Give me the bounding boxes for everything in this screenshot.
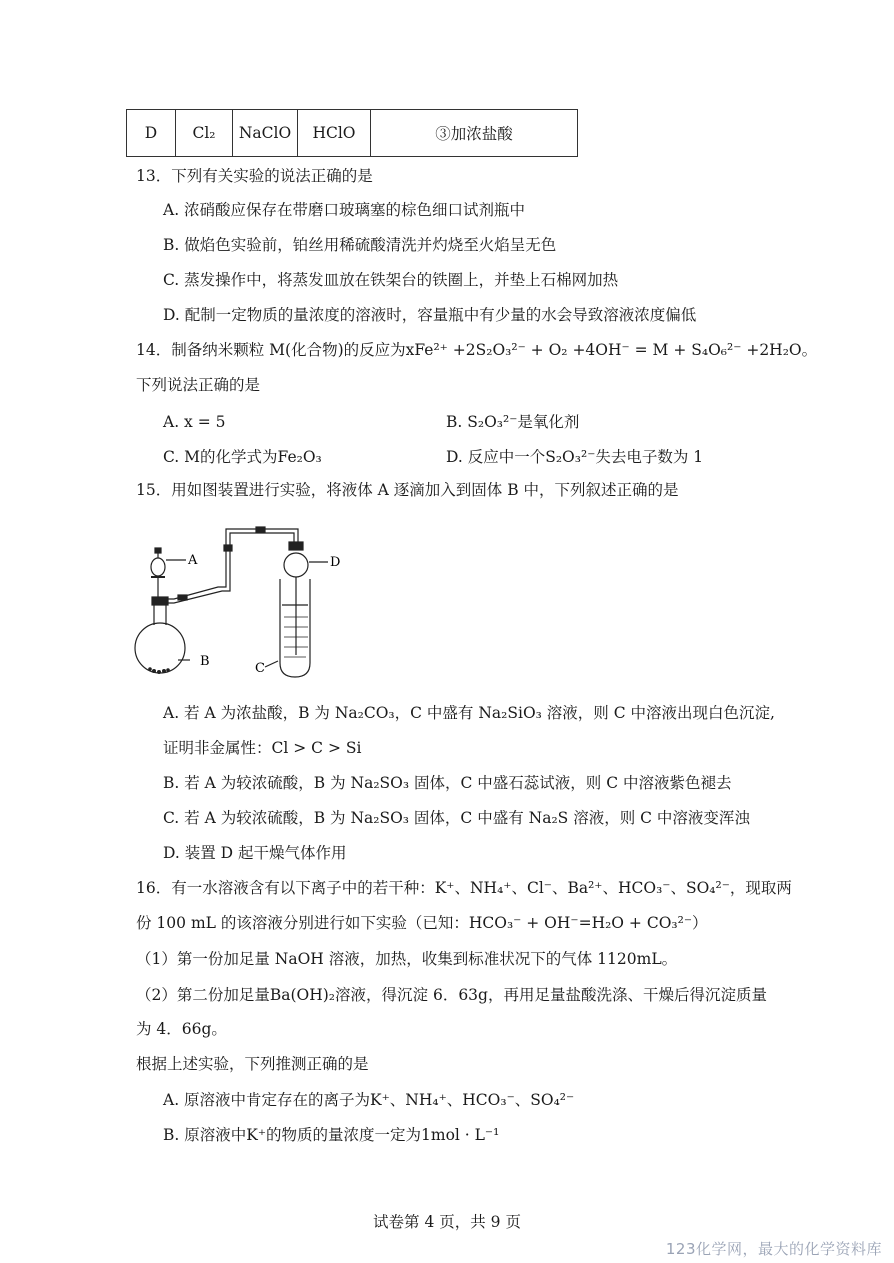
table-cell: HClO (298, 110, 371, 157)
q15-option-a-cont: 证明非金属性：Cl > C > Si (163, 739, 362, 757)
table-cell: D (127, 110, 176, 157)
q15-stem: 15．用如图装置进行实验，将液体 A 逐滴加入到固体 B 中，下列叙述正确的是 (136, 481, 679, 499)
q14-stem-cont: 下列说法正确的是 (136, 376, 261, 394)
q14-option-a: A. x = 5 (163, 413, 226, 431)
q14-option-d: D. 反应中一个S₂O₃²⁻失去电子数为 1 (446, 448, 704, 466)
q16-step-1: （1）第一份加足量 NaOH 溶液，加热，收集到标准状况下的气体 1120mL。 (136, 950, 678, 968)
q16-option-b: B. 原溶液中K⁺的物质的量浓度一定为1mol · L⁻¹ (163, 1126, 500, 1144)
label-a: A (188, 553, 198, 568)
q13-option-c: C. 蒸发操作中，将蒸发皿放在铁架台的铁圈上，并垫上石棉网加热 (163, 271, 619, 289)
q13-option-a: A. 浓硝酸应保存在带磨口玻璃塞的棕色细口试剂瓶中 (163, 201, 526, 219)
watermark: 123化学网，最大的化学资料库 (665, 1240, 882, 1258)
drying-bulb (284, 553, 308, 577)
round-bottom-flask (135, 623, 185, 673)
q16-stem: 16．有一水溶液含有以下离子中的若干种：K⁺、NH₄⁺、Cl⁻、Ba²⁺、HCO₃⁻、SO₄²⁻，现取两 (136, 879, 792, 897)
answer-table-fragment (126, 109, 578, 157)
q16-prompt: 根据上述实验，下列推测正确的是 (136, 1055, 369, 1073)
q16-step-2-cont: 为 4．66g。 (136, 1020, 227, 1038)
experiment-apparatus (130, 515, 360, 685)
q15-option-c: C. 若 A 为较浓硫酸，B 为 Na₂SO₃ 固体，C 中盛有 Na₂S 溶液，则 C 中溶液变浑浊 (163, 809, 750, 827)
q16-option-a: A. 原溶液中肯定存在的离子为K⁺、NH₄⁺、HCO₃⁻、SO₄²⁻ (163, 1091, 575, 1109)
q14-stem: 14．制备纳米颗粒 M(化合物)的反应为xFe²⁺ +2S₂O₃²⁻ + O₂ +4OH⁻ = M + S₄O₆²⁻ +2H₂O。 (136, 341, 818, 359)
table-cell: NaClO (233, 110, 298, 157)
label-c: C (255, 661, 265, 676)
q13-option-d: D. 配制一定物质的量浓度的溶液时，容量瓶中有少量的水会导致溶液浓度偏低 (163, 306, 697, 324)
q13-option-b: B. 做焰色实验前，铂丝用稀硫酸清洗并灼烧至火焰呈无色 (163, 236, 557, 254)
table-row (127, 110, 578, 157)
table-cell: ③加浓盐酸 (371, 110, 578, 157)
dropping-funnel (151, 558, 165, 576)
q13-stem: 13．下列有关实验的说法正确的是 (136, 167, 373, 185)
q15-option-d: D. 装置 D 起干燥气体作用 (163, 844, 347, 862)
test-tube (280, 579, 310, 677)
q16-step-2: （2）第二份加足量Ba(OH)₂溶液，得沉淀 6．63g，再用足量盐酸洗涤、干燥后得沉淀质量 (136, 986, 767, 1004)
q14-option-c: C. M的化学式为Fe₂O₃ (163, 448, 322, 466)
q15-option-b: B. 若 A 为较浓硫酸，B 为 Na₂SO₃ 固体，C 中盛石蕊试液，则 C 中溶液紫色褪去 (163, 774, 732, 792)
label-b: B (200, 654, 210, 669)
label-d: D (330, 555, 341, 570)
q15-option-a: A. 若 A 为浓盐酸，B 为 Na₂CO₃，C 中盛有 Na₂SiO₃ 溶液，则 C 中溶液出现白色沉淀, (163, 704, 775, 722)
q16-stem-cont: 份 100 mL 的该溶液分别进行如下实验（已知：HCO₃⁻ + OH⁻=H₂O + CO₃²⁻） (136, 914, 708, 932)
page-footer: 试卷第 4 页，共 9 页 (373, 1213, 521, 1231)
table-cell: Cl₂ (176, 110, 233, 157)
q14-option-b: B. S₂O₃²⁻是氧化剂 (446, 413, 580, 431)
